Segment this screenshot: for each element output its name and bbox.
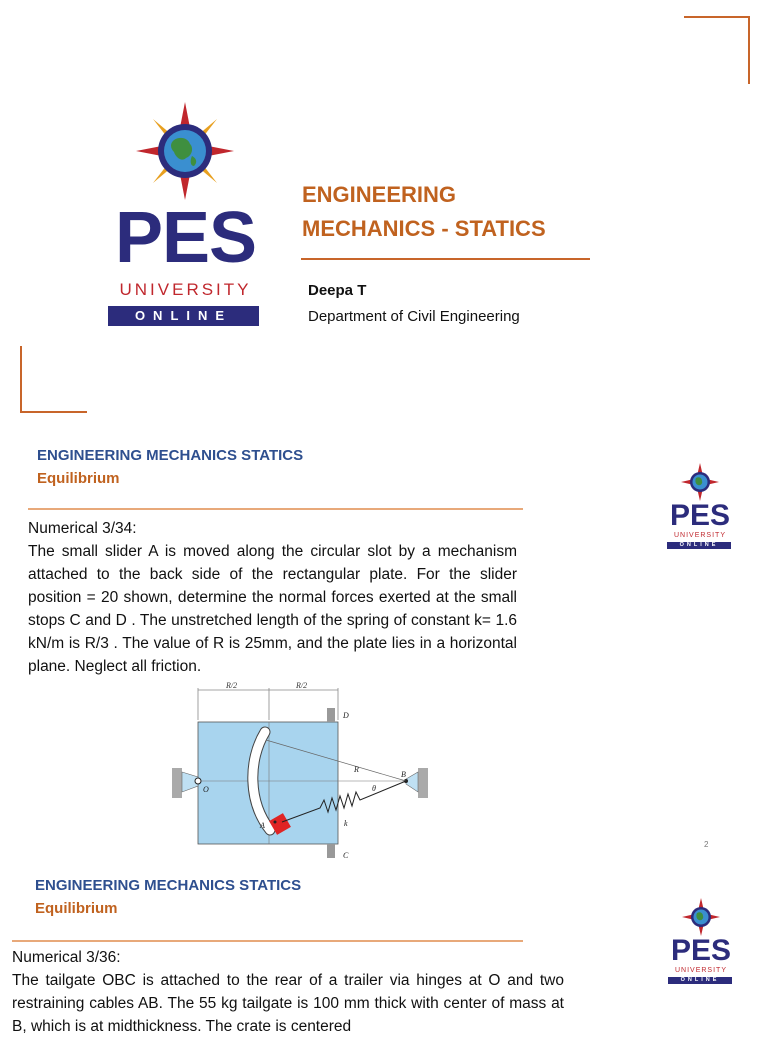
slide2-subheader: Equilibrium	[37, 470, 120, 487]
compass-globe-icon	[108, 100, 263, 205]
pes-wordmark: PES	[114, 198, 257, 278]
label-D: D	[343, 711, 349, 720]
title-divider	[301, 258, 590, 260]
label-k: k	[344, 819, 348, 828]
pes-university-logo	[108, 100, 263, 328]
pes-logo-small	[668, 897, 734, 983]
slide3-problem	[12, 946, 564, 1038]
slider-plate-figure	[170, 680, 432, 866]
label-R: R	[354, 765, 359, 774]
slide2-header-divider	[28, 508, 523, 510]
slide3-header: ENGINEERING MECHANICS STATICS	[35, 877, 302, 894]
university-wordmark: UNIVERSITY	[673, 532, 726, 539]
problem-statement: The small slider A is moved along the circular slot by a mechanism attached to the back side of the rectangular plate. For the slider position = 20 shown, determine the normal forces exerted at the small stops C and D . The unstretched length of the spring of constant k= 1.6 kN/m is R/3 . The value of R is 25mm, and the plate lies in a horizontal plane. Neglect all friction.	[28, 543, 517, 675]
label-O: O	[203, 785, 209, 794]
course-title-line-1: ENGINEERING	[302, 182, 457, 207]
slide2-problem	[28, 517, 517, 678]
corner-frame-bottom-left	[20, 346, 87, 413]
problem-statement: The tailgate OBC is attached to the rear of a trailer via hinges at O and two restraining cables AB. The 55 kg tailgate is 100 mm thick with center of mass at B, which is at midthickness. The crate is centered	[12, 972, 564, 1035]
author-name: Deepa T	[308, 282, 367, 299]
problem-title: Numerical 3/34:	[28, 520, 137, 537]
online-banner: ONLINE	[108, 306, 259, 326]
corner-frame-top-right	[684, 16, 750, 84]
label-B: B	[401, 770, 406, 779]
slide3-header-divider	[12, 940, 523, 942]
pes-logo-small	[667, 462, 733, 548]
course-title-line-2: MECHANICS - STATICS	[302, 216, 546, 241]
slide3-subheader: Equilibrium	[35, 900, 118, 917]
online-banner: ONLINE	[668, 977, 732, 984]
pes-wordmark: PES	[669, 499, 731, 532]
slide2-header: ENGINEERING MECHANICS STATICS	[37, 447, 304, 464]
label-A: A	[260, 821, 265, 830]
compass-globe-icon	[668, 897, 734, 937]
problem-title: Numerical 3/36:	[12, 949, 121, 966]
page-number: 2	[704, 840, 709, 849]
course-title	[302, 178, 602, 246]
dim-label-right: R/2	[296, 681, 308, 690]
label-C: C	[343, 851, 349, 860]
dim-label-left: R/2	[226, 681, 238, 690]
university-wordmark: UNIVERSITY	[119, 280, 252, 299]
online-banner: ONLINE	[667, 542, 731, 549]
pes-wordmark: PES	[670, 934, 732, 967]
department-name: Department of Civil Engineering	[308, 308, 520, 325]
compass-globe-icon	[667, 462, 733, 502]
university-wordmark: UNIVERSITY	[674, 967, 727, 974]
label-theta: θ	[372, 784, 376, 793]
